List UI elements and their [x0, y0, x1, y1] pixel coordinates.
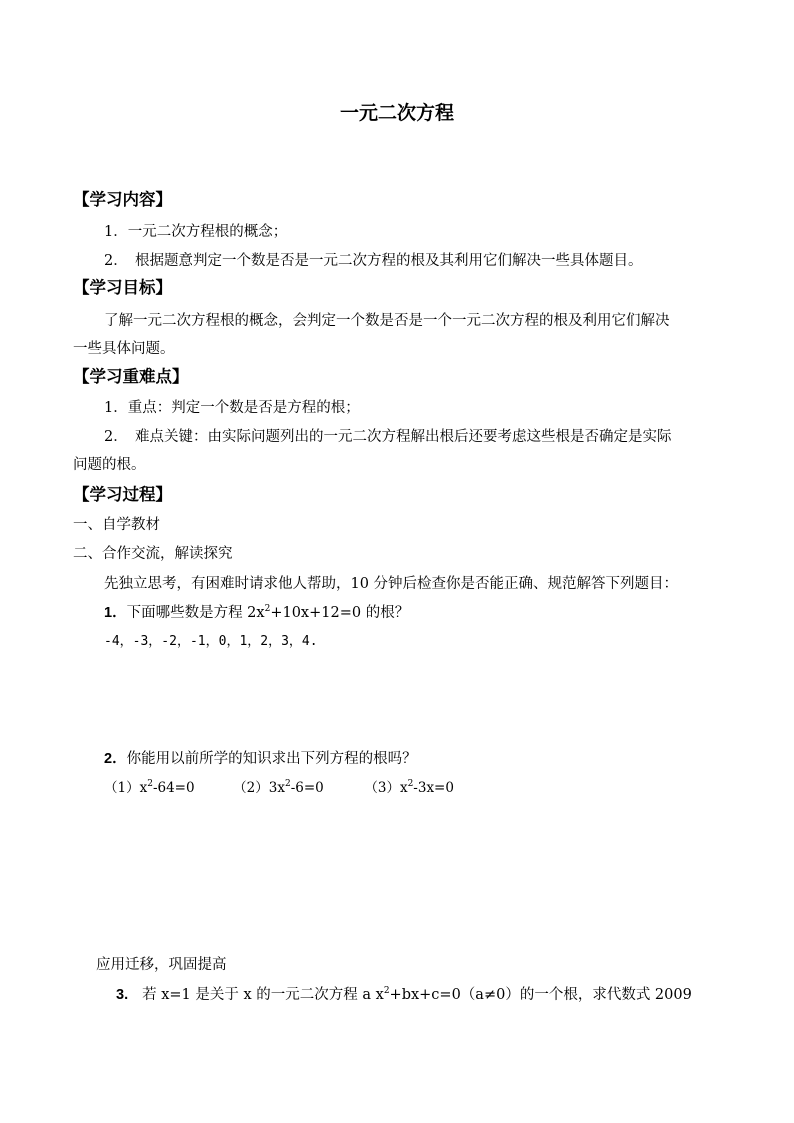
- question-1-suffix: +10x+12=0 的根？: [270, 605, 410, 621]
- apply-heading: 应用迁移，巩固提高: [96, 957, 227, 973]
- equation-2: $(2)3x^2-6=0$: [233, 779, 324, 796]
- question-3-exponent: 2: [383, 986, 390, 996]
- process-instruction: 先独立思考，有困难时请求他人帮助，10 分钟后检查你是否能正确、规范解答下列题目：: [104, 576, 679, 592]
- question-3-number: 3.: [116, 987, 129, 1003]
- question-2-equations: [104, 778, 454, 798]
- key-item-2-line-1: 2． 难点关键：由实际问题列出的一元二次方程解出根后还要考虑这些根是否确定是实际: [104, 429, 672, 445]
- process-step-1: 一、自学教材: [73, 517, 160, 533]
- question-3: [116, 985, 692, 1005]
- goal-line-1: 了解一元二次方程根的概念，会判定一个数是否是一个一元二次方程的根及利用它们解决: [104, 313, 670, 329]
- equation-3: $(3)x^2-3x=0$: [364, 779, 454, 796]
- section-heading-process: 【学习过程】: [73, 485, 172, 504]
- key-item-2-line-2: 问题的根。: [73, 457, 146, 473]
- question-1-prefix: 下面哪些数是方程 2x: [126, 605, 265, 621]
- question-1-exponent: 2: [264, 604, 271, 614]
- question-2-number: 2．: [104, 751, 127, 767]
- question-1-number: 1．: [104, 605, 127, 621]
- key-item-1: 1．重点：判定一个数是否是方程的根；: [104, 400, 360, 416]
- goal-line-2: 一些具体问题。: [73, 341, 175, 357]
- section-heading-content: 【学习内容】: [73, 190, 172, 209]
- content-item-1: 1．一元二次方程根的概念；: [104, 224, 288, 240]
- process-step-2: 二、合作交流，解读探究: [73, 546, 233, 562]
- question-3-prefix: 若 x=1 是关于 x 的一元二次方程 a x: [142, 987, 384, 1003]
- question-3-suffix: +bx+c=0（a≠0）的一个根，求代数式 2009: [389, 987, 692, 1003]
- section-heading-goal: 【学习目标】: [73, 278, 172, 297]
- question-2: [104, 749, 417, 769]
- question-1-values: -4，-3，-2，-1，0，1，2，3，4.: [104, 634, 318, 649]
- equation-1: $(1)x^2-64=0$: [104, 779, 195, 796]
- section-heading-key: 【学习重难点】: [73, 367, 189, 386]
- question-2-text: 你能用以前所学的知识求出下列方程的根吗？: [126, 751, 417, 767]
- page-title: 一元二次方程: [339, 102, 454, 124]
- content-item-2: 2． 根据题意判定一个数是否是一元二次方程的根及其利用它们解决一些具体题目。: [104, 253, 643, 269]
- question-1: [104, 603, 409, 623]
